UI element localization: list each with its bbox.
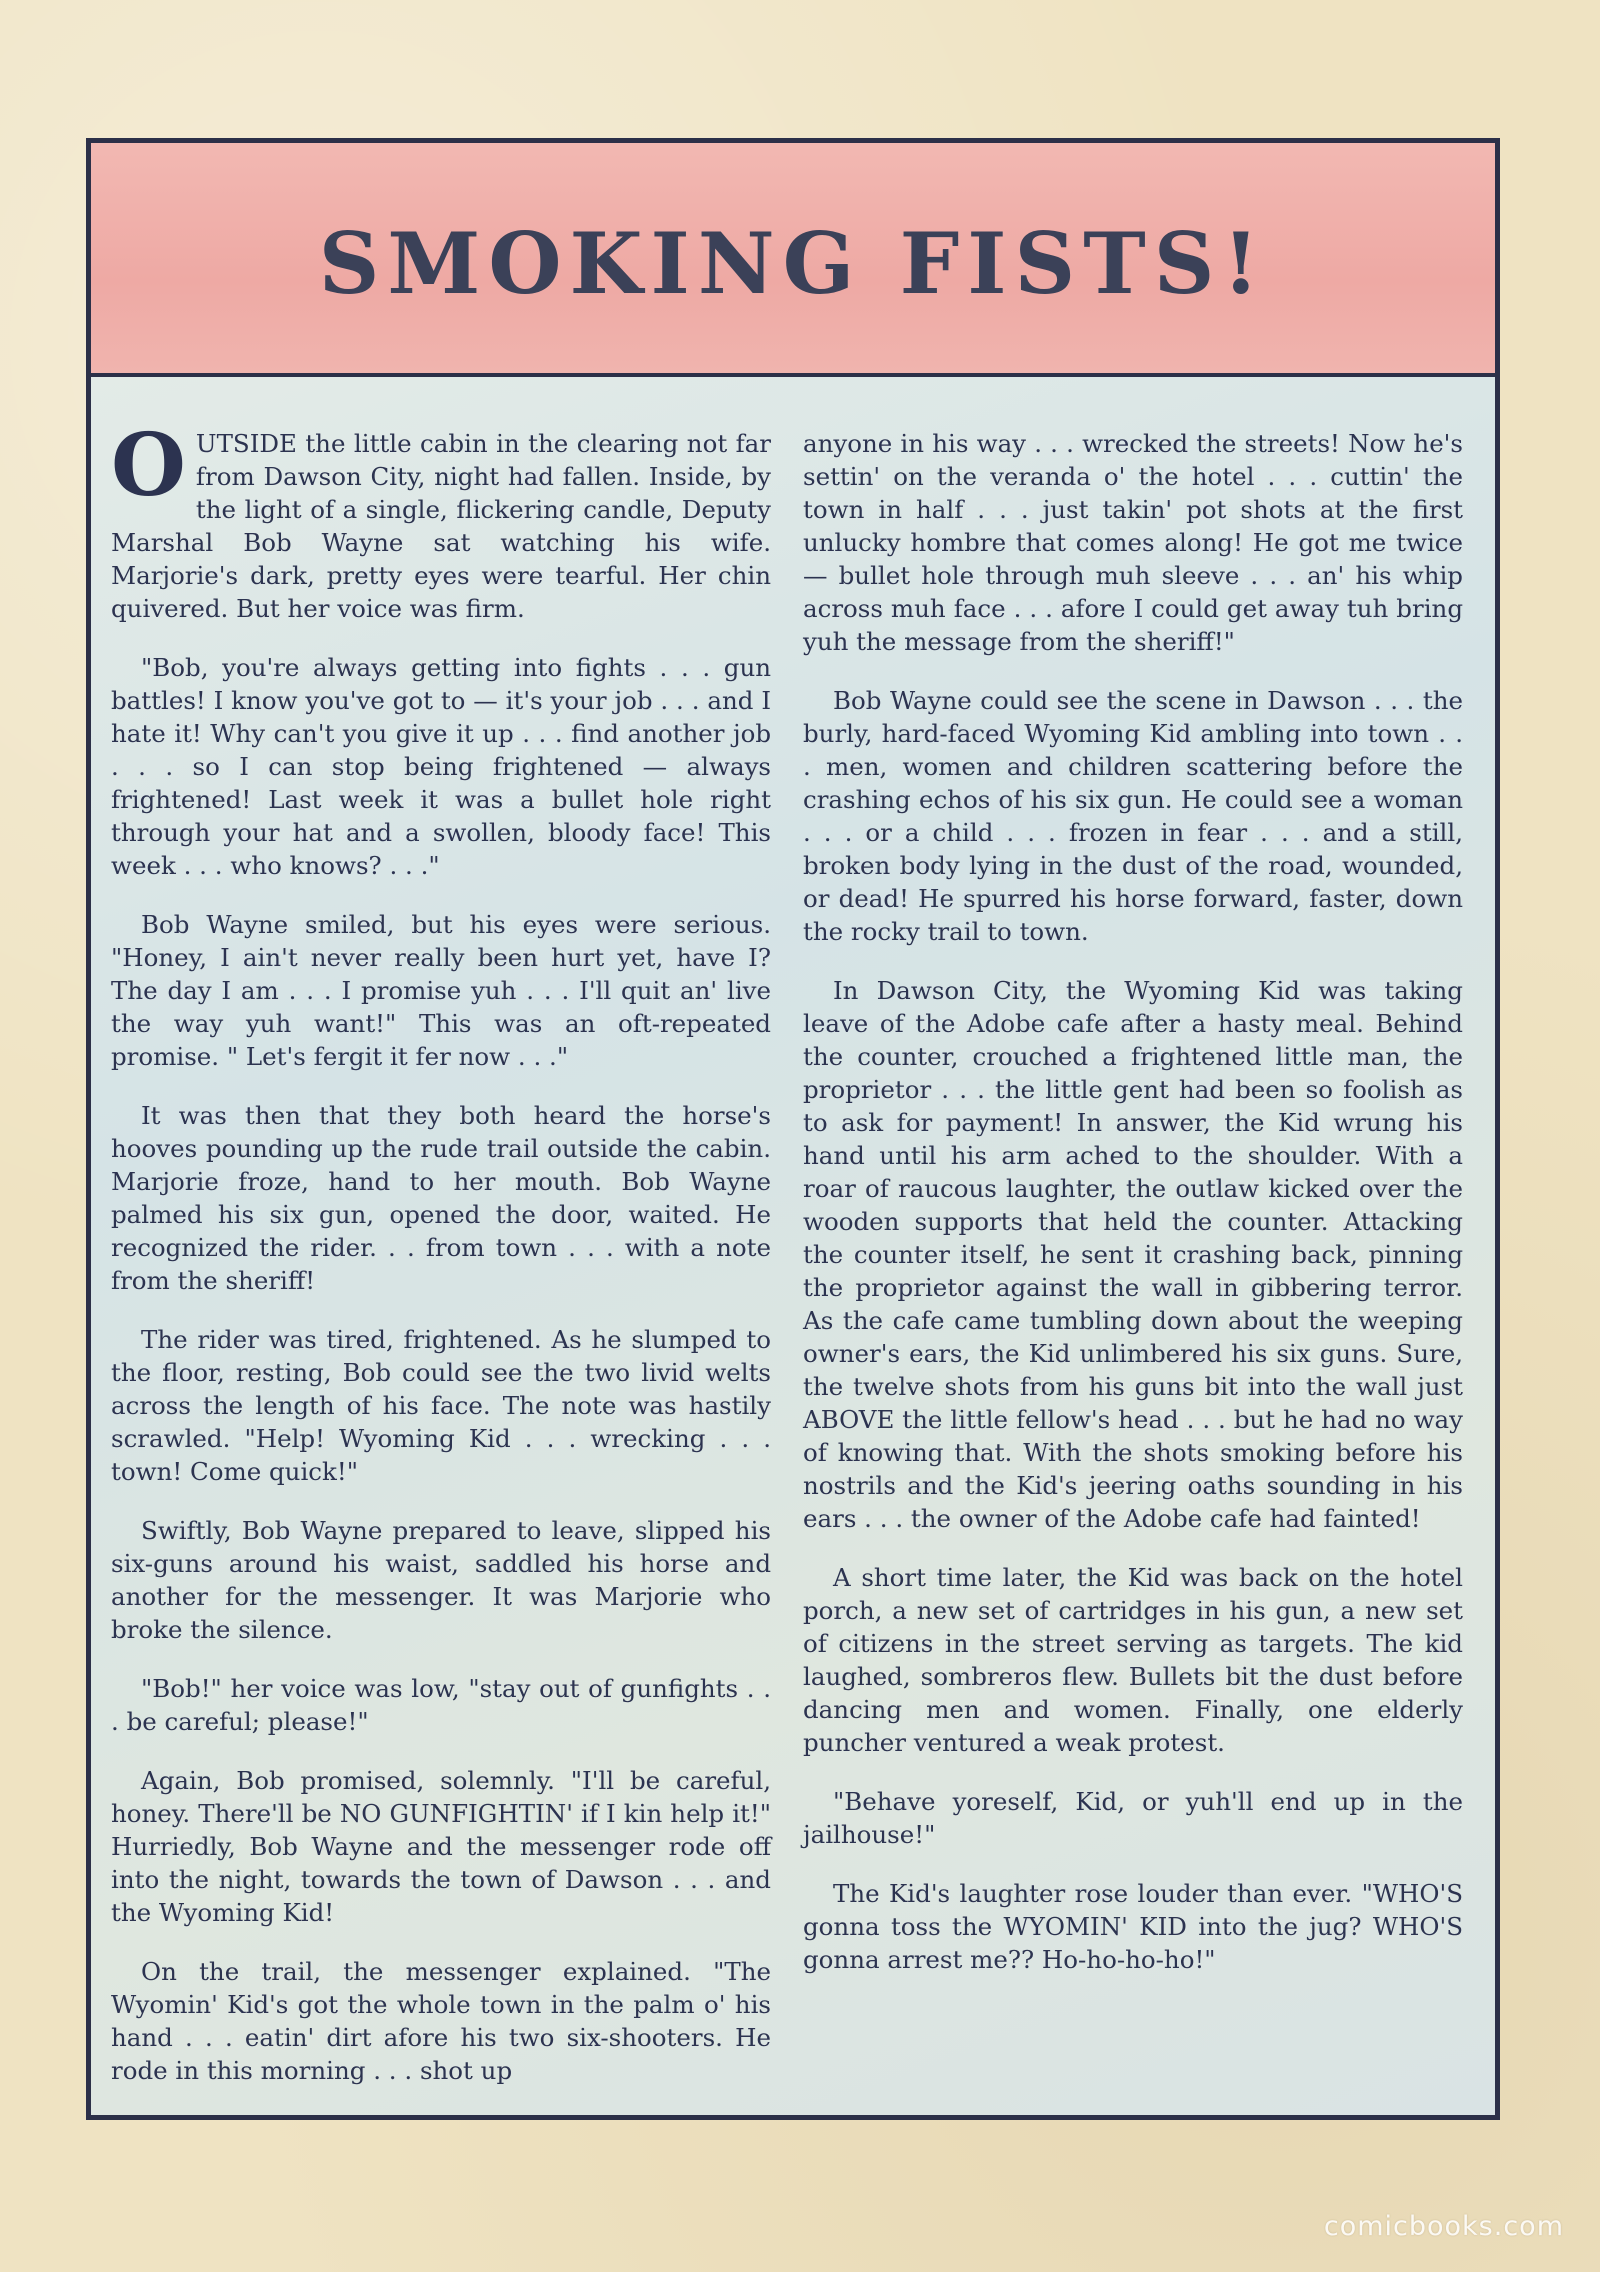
continuation-paragraph: anyone in his way . . . wrecked the streets! Now he's settin' on the veranda o' the hotel . . . cuttin' the town in half . . . just takin' pot shots at the first unlucky hombre that comes along! He got me twice — bullet hole through muh sleeve . . . an' his whip across muh face . . . afore I could get away tuh bring yuh the message from the sheriff!" [803, 429, 1463, 656]
paragraph: Bob Wayne could see the scene in Dawson . . . the burly, hard-faced Wyoming Kid ambling into town . . . men, women and children scattering before the crashing echos of his six gun. He could see a woman . . . or a child . . . frozen in fear . . . and a still, broken body lying in the dust of the road, wounded, or dead! He spurred his horse forward, faster, down the rocky trail to town. [803, 686, 1463, 946]
title-banner [91, 143, 1495, 377]
opening-paragraph [111, 415, 771, 625]
left-column [111, 415, 771, 2113]
site-watermark: comicbooks.com [1323, 2211, 1564, 2242]
paragraph: In Dawson City, the Wyoming Kid was taking leave of the Adobe cafe after a hasty meal. Behind the counter, crouched a frightened little man, the proprietor . . . the little gent had been so foolish as to ask for payment! In answer, the Kid wrung his hand until his arm ached to the shoulder. With a roar of raucous laughter, the outlaw kicked over the wooden supports that held the counter. Attacking the counter itself, he sent it crashing back, pinning the proprietor against the wall in gibbering terror. As the cafe came tumbling down about the weeping owner's ears, the Kid unlimbered his six guns. Sure, the twelve shots from his guns bit into the wall just ABOVE the little fellow's head . . . but he had no way of knowing that. With the shots smoking before his nostrils and the Kid's jeering oaths sounding in his ears . . . the owner of the Adobe cafe had fainted! [803, 976, 1463, 1533]
story-title: SMOKING FISTS! [318, 213, 1268, 313]
paragraph: Again, Bob promised, solemnly. "I'll be careful, honey. There'll be NO GUNFIGHTIN' if I kin help it!" Hurriedly, Bob Wayne and the messenger rode off into the night, towards the town of Dawson . . . and the Wyoming Kid! [111, 1766, 771, 1927]
drop-cap: O [111, 415, 186, 516]
paragraph: "Bob!" her voice was low, "stay out of gunfights . . . be careful; please!" [111, 1674, 771, 1736]
paragraph: The Kid's laughter rose louder than ever. "WHO'S gonna toss the WYOMIN' KID into the jug? WHO'S gonna arrest me?? Ho-ho-ho-ho!" [803, 1879, 1463, 1974]
paragraph: "Behave yoreself, Kid, or yuh'll end up in the jailhouse!" [803, 1787, 1463, 1849]
story-body [91, 377, 1495, 2115]
paragraph: The rider was tired, frightened. As he slumped to the floor, resting, Bob could see the two livid welts across the length of his face. The note was hastily scrawled. "Help! Wyoming Kid . . . wrecking . . . town! Come quick!" [111, 1325, 771, 1486]
right-column [803, 427, 1463, 2002]
paragraph: Swiftly, Bob Wayne prepared to leave, slipped his six-guns around his waist, saddled his horse and another for the messenger. It was Marjorie who broke the silence. [111, 1516, 771, 1644]
paragraph: Bob Wayne smiled, but his eyes were serious. "Honey, I ain't never really been hurt yet, have I? The day I am . . . I promise yuh . . . I'll quit an' live the way yuh want!" This was an oft-repeated promise. " Let's fergit it fer now . . ." [111, 910, 771, 1071]
paragraph: It was then that they both heard the horse's hooves pounding up the rude trail outside the cabin. Marjorie froze, hand to her mouth. Bob Wayne palmed his six gun, opened the door, waited. He recognized the rider. . . from town . . . with a note from the sheriff! [111, 1101, 771, 1295]
paragraph: A short time later, the Kid was back on the hotel porch, a new set of cartridges in his gun, a new set of citizens in the street serving as targets. The kid laughed, sombreros flew. Bullets bit the dust before dancing men and women. Finally, one elderly puncher ventured a weak protest. [803, 1563, 1463, 1757]
paragraph: On the trail, the messenger explained. "The Wyomin' Kid's got the whole town in the palm o' his hand . . . eatin' dirt afore his two six-shooters. He rode in this morning . . . shot up [111, 1957, 771, 2085]
opening-text: UTSIDE the little cabin in the clearing not far from Dawson City, night had fallen. Inside, by the light of a single, flickering candle, Deputy Marshal Bob Wayne sat watching his wife. Marjorie's dark, pretty eyes were tearful. Her chin quivered. But her voice was firm. [111, 429, 771, 623]
paragraph: "Bob, you're always getting into fights . . . gun battles! I know you've got to — it's your job . . . and I hate it! Why can't you give it up . . . find another job . . . so I can stop being frightened — always frightened! Last week it was a bullet hole right through your hat and a swollen, bloody face! This week . . . who knows? . . ." [111, 653, 771, 880]
story-frame [86, 138, 1500, 2120]
